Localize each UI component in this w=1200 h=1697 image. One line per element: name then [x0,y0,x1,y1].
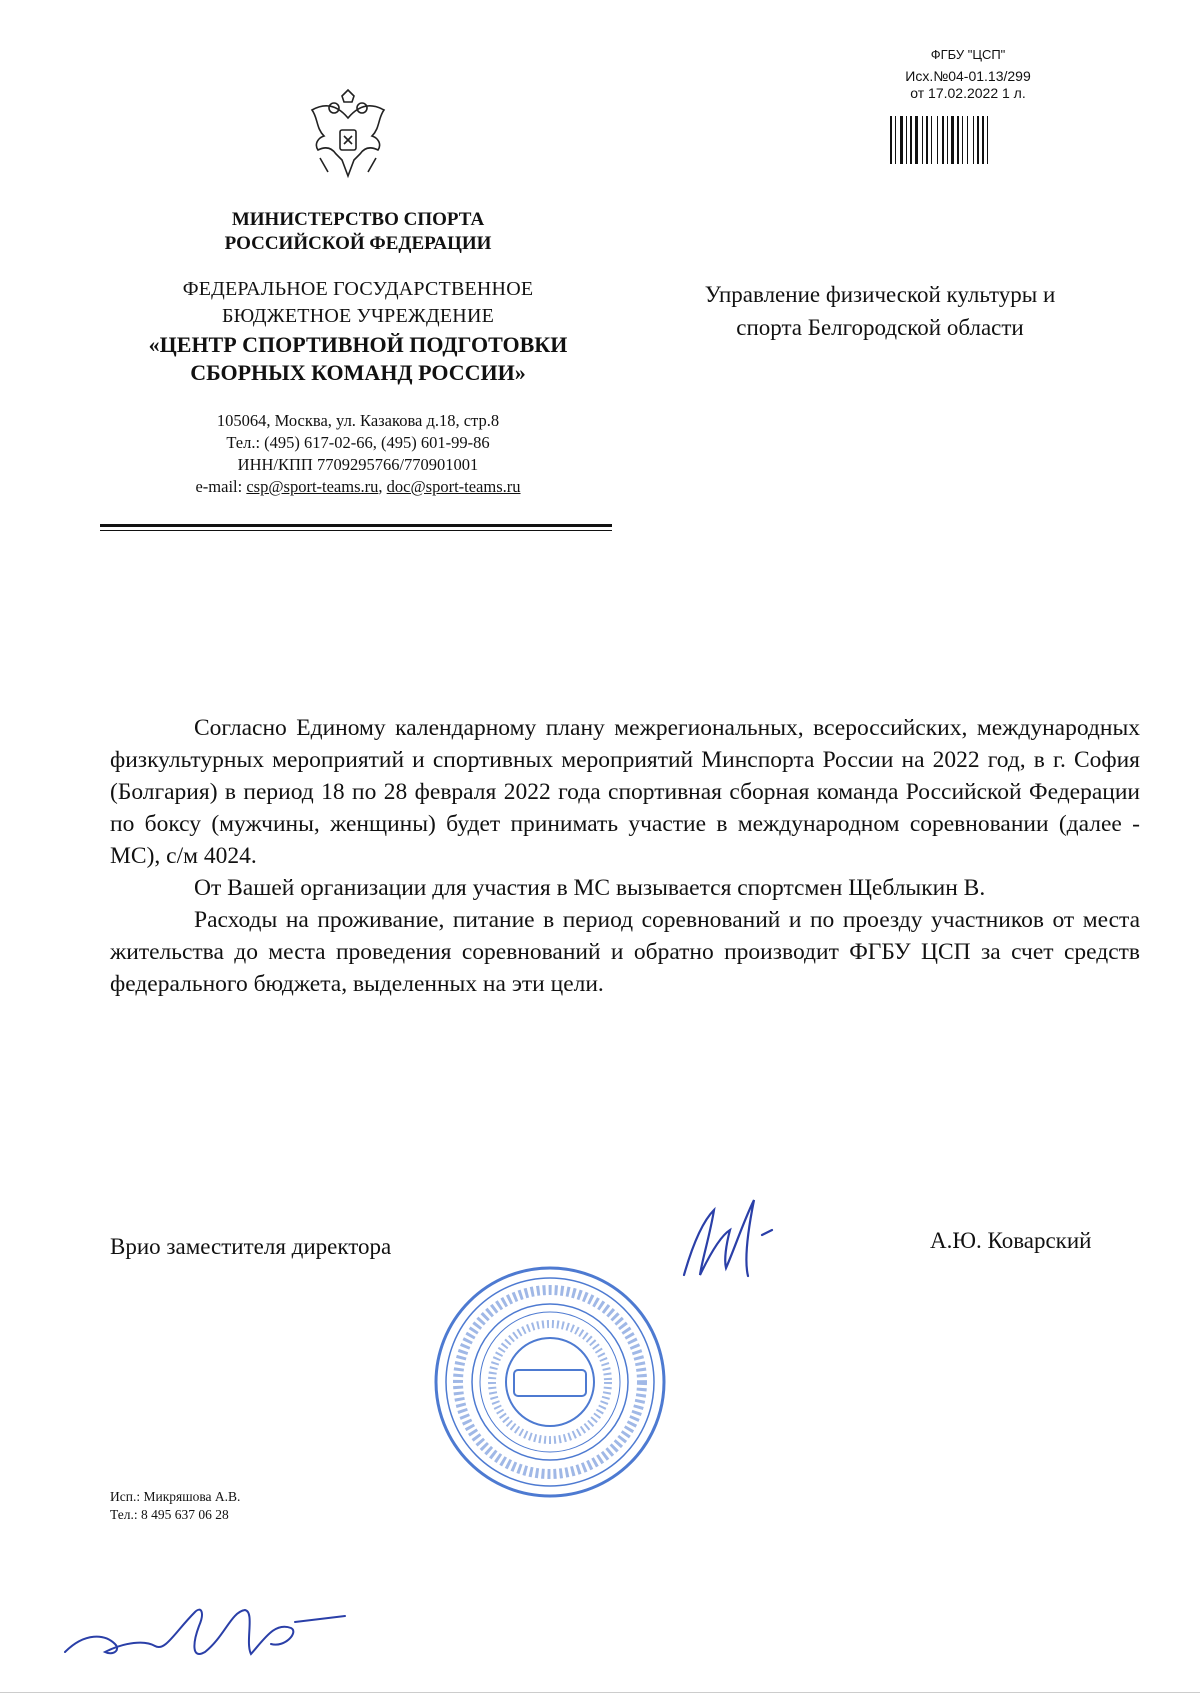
header-rule-thin [100,530,612,531]
institution-name [98,331,618,387]
ministry-line-2: РОССИЙСКОЙ ФЕДЕРАЦИИ [224,233,492,254]
registration-date: от 17.02.2022 1 л. [910,85,1026,101]
address: 105064, Москва, ул. Казакова д.18, стр.8 [216,411,500,430]
signatory-name: А.Ю. Коварский [930,1228,1092,1253]
registration-number: Исх.№04-01.13/299 [905,68,1031,84]
inn-kpp: ИНН/КПП 7709295766/770901001 [237,455,479,474]
institution-contacts [98,410,618,498]
institution-line-2: БЮДЖЕТНОЕ УЧРЕЖДЕНИЕ [221,305,495,327]
institution-name-line-1: «ЦЕНТР СПОРТИВНОЙ ПОДГОТОВКИ [148,332,568,357]
executor-info [110,1488,240,1524]
approval-signature-icon [55,1582,355,1672]
institution-line-1: ФЕДЕРАЛЬНОЕ ГОСУДАРСТВЕННОЕ [182,278,534,300]
letter-body [110,712,1140,1000]
body-paragraph-1: Согласно Единому календарному плану межрегиональных, всероссийских, международных физкультурных мероприятий и спортивных мероприятий Минспорта России на 2022 год, в г. София (Болгария) в период 18 по 28 февраля 2022 года спортивная сборная команда Российской Федерации по боксу (мужчины, женщины) будет принимать участие в международном соревновании (далее - МС), с/м 4024. [110,715,1140,869]
page-bottom-edge [0,1692,1200,1693]
registration-stamp [878,46,1058,102]
addressee-line-1: Управление физической культуры и [704,282,1056,307]
barcode-icon [890,116,1032,164]
institution-type [98,276,618,330]
registration-org: ФГБУ "ЦСП" [930,47,1006,62]
ministry-name [98,208,618,256]
double-headed-eagle-emblem-icon [298,88,398,188]
email-link-2[interactable]: doc@sport-teams.ru [386,477,521,496]
executor-name: Исп.: Микряшова А.В. [110,1489,241,1504]
header-rule-thick [100,524,612,527]
executor-phone: Тел.: 8 495 637 06 28 [110,1507,229,1522]
handwritten-signature-icon [664,1180,794,1300]
body-paragraph-2: От Вашей организации для участия в МС вызывается спортсмен Щеблыкин В. [194,875,986,901]
phone: Тел.: (495) 617-02-66, (495) 601-99-86 [226,433,490,452]
email-link-1[interactable]: csp@sport-teams.ru [246,477,379,496]
body-paragraph-3: Расходы на проживание, питание в период соревнований и по проезду участников от места жительства до места проведения соревнований и обратно производит ФГБУ ЦСП за счет средств федерального бюджета, выделенных на эти цели. [110,907,1140,997]
addressee [640,278,1120,344]
institution-name-line-2: СБОРНЫХ КОМАНД РОССИИ» [190,360,526,385]
ministry-line-1: МИНИСТЕРСТВО СПОРТА [231,209,485,230]
email-line: e-mail: csp@sport-teams.ru, doc@sport-teams.ru [195,477,521,496]
addressee-line-2: спорта Белгородской области [736,315,1024,340]
signatory-title: Врио заместителя директора [110,1234,392,1259]
official-seal-icon [430,1262,670,1502]
